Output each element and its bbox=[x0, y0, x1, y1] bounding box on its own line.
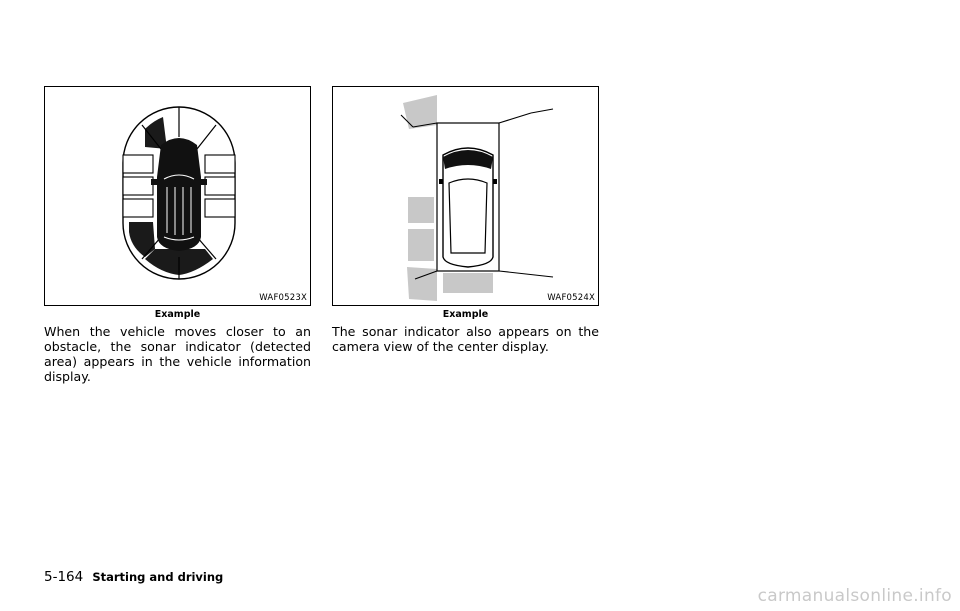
figure-sonar-indicator-camera-view bbox=[332, 86, 599, 306]
body-paragraph: When the vehicle moves closer to an obstacle, the sonar indicator (detected area) appears in the vehicle information display. bbox=[44, 324, 311, 384]
sonar-indicator-illustration bbox=[45, 87, 310, 305]
figure-caption: Example bbox=[154, 309, 201, 320]
watermark: carmanualsonline.info bbox=[757, 586, 952, 606]
page-number: 5-164 bbox=[44, 569, 84, 585]
page-footer bbox=[44, 566, 223, 585]
figure-code: WAF0524X bbox=[547, 293, 595, 303]
figure-sonar-indicator-vehicle-info-display bbox=[44, 86, 311, 306]
camera-view-illustration bbox=[333, 87, 598, 305]
section-title: Starting and driving bbox=[92, 570, 224, 584]
figure-caption: Example bbox=[442, 309, 489, 320]
figure-code: WAF0523X bbox=[259, 293, 307, 303]
body-paragraph: The sonar indicator also appears on the camera view of the center display. bbox=[332, 324, 599, 354]
